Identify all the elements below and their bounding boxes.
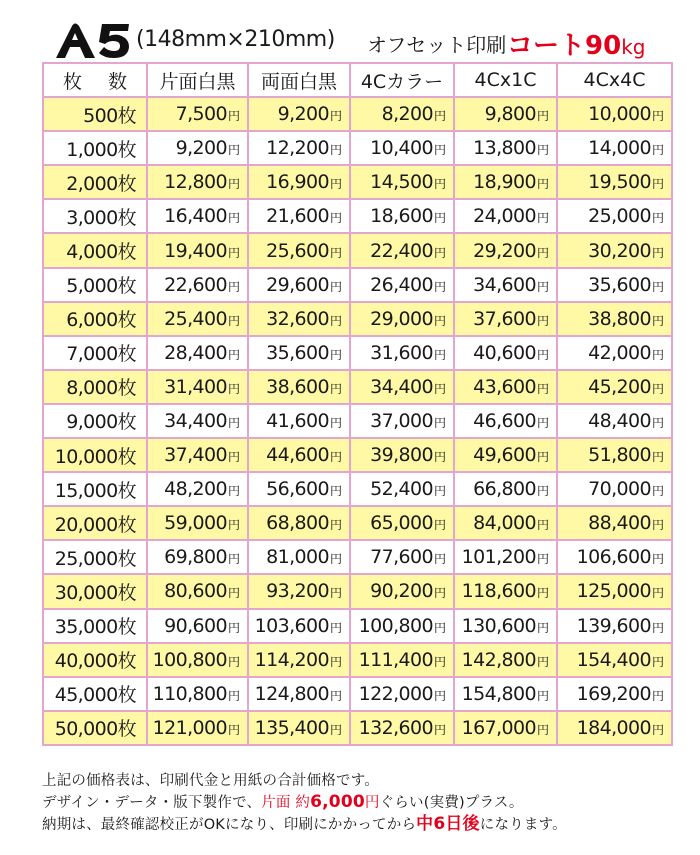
- price-cell: 21,600円: [248, 199, 350, 233]
- price-cell: 93,200円: [248, 574, 350, 608]
- price-cell: 35,600円: [557, 268, 672, 302]
- paper-type: コート90kg: [507, 31, 646, 61]
- price-cell: 122,000円: [350, 677, 454, 711]
- price-cell: 9,800円: [454, 97, 557, 131]
- price-cell: 29,000円: [350, 302, 454, 336]
- note-line: デザイン・データ・版下製作で、片面 約6,000円ぐらい(実費)プラス。: [42, 792, 524, 812]
- price-table: [42, 62, 673, 746]
- price-cell: 70,000円: [557, 472, 672, 506]
- table-row: [43, 506, 672, 540]
- table-row: [43, 97, 672, 131]
- col-header: 4Cカラー: [350, 63, 454, 97]
- price-cell: 10,400円: [350, 131, 454, 165]
- price-cell: 7,500円: [147, 97, 248, 131]
- quantity-cell: 7,000枚: [43, 336, 147, 370]
- price-cell: 65,000円: [350, 506, 454, 540]
- quantity-cell: 35,000枚: [43, 609, 147, 643]
- price-cell: 44,600円: [248, 438, 350, 472]
- table-row: [43, 302, 672, 336]
- price-cell: 19,500円: [557, 165, 672, 199]
- quantity-cell: 8,000枚: [43, 370, 147, 404]
- price-cell: 124,800円: [248, 677, 350, 711]
- price-cell: 132,600円: [350, 711, 454, 745]
- price-cell: 169,200円: [557, 677, 672, 711]
- price-cell: 26,400円: [350, 268, 454, 302]
- price-cell: 8,200円: [350, 97, 454, 131]
- price-cell: 121,000円: [147, 711, 248, 745]
- price-cell: 14,500円: [350, 165, 454, 199]
- price-cell: 68,800円: [248, 506, 350, 540]
- quantity-cell: 50,000枚: [43, 711, 147, 745]
- price-cell: 24,000円: [454, 199, 557, 233]
- price-cell: 52,400円: [350, 472, 454, 506]
- quantity-cell: 3,000枚: [43, 199, 147, 233]
- price-cell: 48,400円: [557, 404, 672, 438]
- quantity-cell: 10,000枚: [43, 438, 147, 472]
- table-row: [43, 643, 672, 677]
- price-cell: 37,000円: [350, 404, 454, 438]
- price-cell: 22,400円: [350, 233, 454, 267]
- price-cell: 118,600円: [454, 574, 557, 608]
- price-cell: 66,800円: [454, 472, 557, 506]
- price-cell: 46,600円: [454, 404, 557, 438]
- price-cell: 34,400円: [147, 404, 248, 438]
- price-cell: 31,400円: [147, 370, 248, 404]
- price-cell: 110,800円: [147, 677, 248, 711]
- price-cell: 31,600円: [350, 336, 454, 370]
- price-cell: 154,800円: [454, 677, 557, 711]
- price-cell: 43,600円: [454, 370, 557, 404]
- price-cell: 35,600円: [248, 336, 350, 370]
- table-row: [43, 540, 672, 574]
- table-row: [43, 609, 672, 643]
- quantity-cell: 6,000枚: [43, 302, 147, 336]
- price-cell: 12,200円: [248, 131, 350, 165]
- price-cell: 28,400円: [147, 336, 248, 370]
- price-cell: 16,900円: [248, 165, 350, 199]
- price-cell: 51,800円: [557, 438, 672, 472]
- price-cell: 38,800円: [557, 302, 672, 336]
- price-cell: 101,200円: [454, 540, 557, 574]
- table-row: [43, 233, 672, 267]
- quantity-cell: 30,000枚: [43, 574, 147, 608]
- price-cell: 37,400円: [147, 438, 248, 472]
- price-cell: 130,600円: [454, 609, 557, 643]
- price-cell: 16,400円: [147, 199, 248, 233]
- price-cell: 167,000円: [454, 711, 557, 745]
- header-row: [43, 63, 672, 97]
- note-line: 上記の価格表は、印刷代金と用紙の合計価格です。: [42, 773, 379, 789]
- quantity-cell: 4,000枚: [43, 233, 147, 267]
- quantity-cell: 45,000枚: [43, 677, 147, 711]
- col-header: 4Cx1C: [454, 63, 557, 97]
- quantity-cell: 20,000枚: [43, 506, 147, 540]
- quantity-cell: 40,000枚: [43, 643, 147, 677]
- price-cell: 18,600円: [350, 199, 454, 233]
- price-cell: 88,400円: [557, 506, 672, 540]
- size-label: (148mm×210mm): [136, 27, 335, 52]
- price-cell: 32,600円: [248, 302, 350, 336]
- note-line: 納期は、最終確認校正がOKになり、印刷にかかってから中6日後になります。: [42, 814, 567, 834]
- notes: [42, 771, 567, 836]
- price-cell: 9,200円: [147, 131, 248, 165]
- price-cell: 100,800円: [147, 643, 248, 677]
- price-cell: 37,600円: [454, 302, 557, 336]
- quantity-cell: 5,000枚: [43, 268, 147, 302]
- price-cell: 100,800円: [350, 609, 454, 643]
- table-row: [43, 404, 672, 438]
- col-header: 片面白黒: [147, 63, 248, 97]
- price-cell: 29,200円: [454, 233, 557, 267]
- price-cell: 19,400円: [147, 233, 248, 267]
- price-cell: 42,000円: [557, 336, 672, 370]
- price-cell: 81,000円: [248, 540, 350, 574]
- price-cell: 39,800円: [350, 438, 454, 472]
- price-cell: 69,800円: [147, 540, 248, 574]
- a5-logo: [52, 20, 132, 60]
- quantity-cell: 15,000枚: [43, 472, 147, 506]
- col-header: 両面白黒: [248, 63, 350, 97]
- price-cell: 80,600円: [147, 574, 248, 608]
- table-row: [43, 268, 672, 302]
- price-cell: 125,000円: [557, 574, 672, 608]
- price-cell: 48,200円: [147, 472, 248, 506]
- price-cell: 25,000円: [557, 199, 672, 233]
- table-row: [43, 370, 672, 404]
- price-cell: 84,000円: [454, 506, 557, 540]
- price-cell: 139,600円: [557, 609, 672, 643]
- table-row: [43, 574, 672, 608]
- price-cell: 111,400円: [350, 643, 454, 677]
- table-row: [43, 711, 672, 745]
- price-cell: 34,400円: [350, 370, 454, 404]
- price-cell: 45,200円: [557, 370, 672, 404]
- price-cell: 38,600円: [248, 370, 350, 404]
- price-cell: 30,200円: [557, 233, 672, 267]
- quantity-cell: 25,000枚: [43, 540, 147, 574]
- table-row: [43, 131, 672, 165]
- table-row: [43, 165, 672, 199]
- table-row: [43, 677, 672, 711]
- table-row: [43, 336, 672, 370]
- col-header: 4Cx4C: [557, 63, 672, 97]
- price-cell: 106,600円: [557, 540, 672, 574]
- table-row: [43, 472, 672, 506]
- price-cell: 9,200円: [248, 97, 350, 131]
- price-cell: 114,200円: [248, 643, 350, 677]
- price-cell: 90,600円: [147, 609, 248, 643]
- price-cell: 10,000円: [557, 97, 672, 131]
- table-row: [43, 199, 672, 233]
- quantity-cell: 500枚: [43, 97, 147, 131]
- price-cell: 18,900円: [454, 165, 557, 199]
- price-cell: 22,600円: [147, 268, 248, 302]
- price-cell: 49,600円: [454, 438, 557, 472]
- price-cell: 135,400円: [248, 711, 350, 745]
- quantity-cell: 9,000枚: [43, 404, 147, 438]
- price-cell: 56,600円: [248, 472, 350, 506]
- price-cell: 142,800円: [454, 643, 557, 677]
- price-cell: 103,600円: [248, 609, 350, 643]
- price-cell: 34,600円: [454, 268, 557, 302]
- price-cell: 13,800円: [454, 131, 557, 165]
- price-cell: 25,400円: [147, 302, 248, 336]
- price-cell: 41,600円: [248, 404, 350, 438]
- quantity-cell: 2,000枚: [43, 165, 147, 199]
- price-cell: 14,000円: [557, 131, 672, 165]
- quantity-cell: 1,000枚: [43, 131, 147, 165]
- price-cell: 40,600円: [454, 336, 557, 370]
- price-cell: 154,400円: [557, 643, 672, 677]
- col-header-quantity: 枚 数: [43, 63, 147, 97]
- header: [0, 0, 700, 62]
- print-method: オフセット印刷: [367, 33, 507, 57]
- price-cell: 77,600円: [350, 540, 454, 574]
- price-cell: 59,000円: [147, 506, 248, 540]
- price-cell: 184,000円: [557, 711, 672, 745]
- price-cell: 12,800円: [147, 165, 248, 199]
- table-row: [43, 438, 672, 472]
- price-cell: 25,600円: [248, 233, 350, 267]
- price-cell: 29,600円: [248, 268, 350, 302]
- price-cell: 90,200円: [350, 574, 454, 608]
